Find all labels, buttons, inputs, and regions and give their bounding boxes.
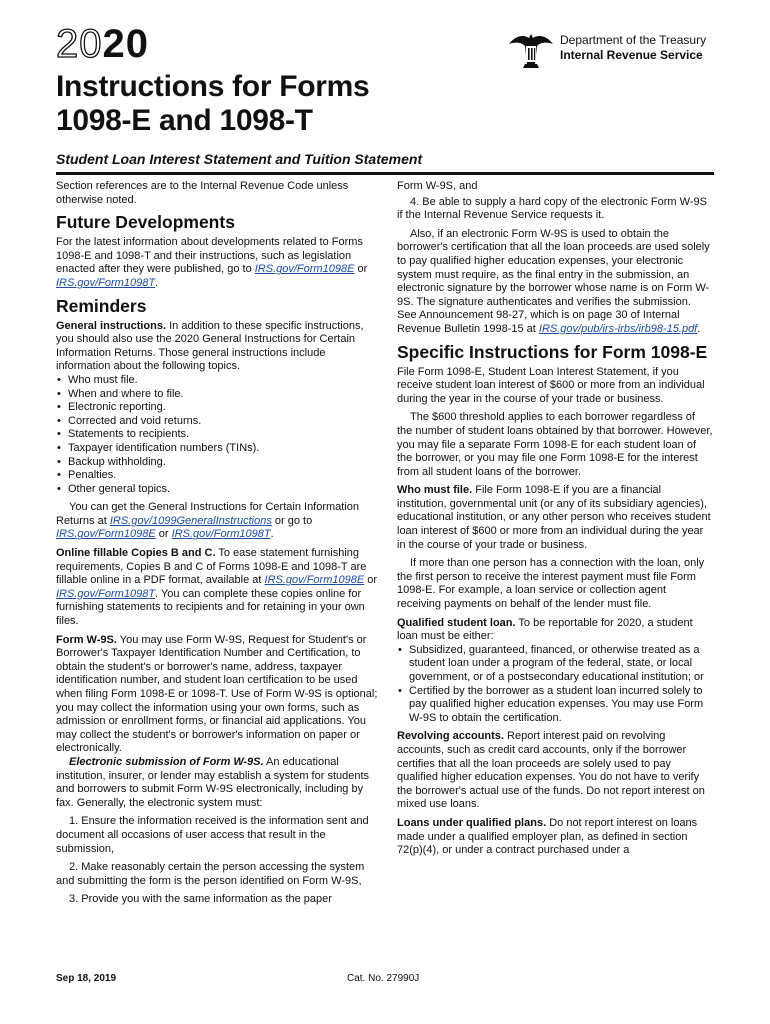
future-developments-heading: Future Developments — [56, 212, 235, 233]
year-solid: 20 — [102, 22, 149, 66]
link-form1098t[interactable]: IRS.gov/Form1098T — [171, 528, 271, 541]
online-fillable-head: Online fillable Copies B and C. — [56, 547, 216, 560]
list-item: • Certified by the borrower as a student loan incurred solely to pay qualified higher education expenses. You may use Form W-9S to obtain the certification. — [397, 685, 713, 726]
threshold-text: The $600 threshold applies to each borrower regardless of the number of student loans obtained by that borrower. However, you may file a separate Form 1098-E for each student loan of the borrower, or you may file one Form 1098-E for the interest from all student loans of the borrower. — [397, 411, 713, 478]
topics-list — [56, 374, 378, 496]
intro-text: Section references are to the Internal Revenue Code unless otherwise noted. — [56, 180, 349, 206]
list-item: • When and where to file. — [56, 388, 378, 402]
list-item: • Statements to recipients. — [56, 428, 378, 442]
form-w9s-head: Form W-9S. — [56, 633, 117, 646]
form-year — [56, 24, 149, 64]
general-instructions-para: General instructions. In addition to these specific instructions, you should also use the 2020 General Instructions for Certain Information Returns. Those general instructions include information about the following topics. — [56, 319, 364, 373]
online-fillable-para: Online fillable Copies B and C. To ease statement furnishing requirements, Copies B and C of Forms 1098-E and 1098-T are fillable online in a PDF format, available at IRS.gov/Form1098E or IRS.gov/Form1098T. You can complete these copies online for furnishing statements to recipients and for retaining in your own files. — [56, 547, 378, 628]
document-title — [56, 70, 369, 138]
link-irb98-15[interactable]: IRS.gov/pub/irs-irbs/irb98-15.pdf — [538, 322, 698, 335]
catalog-number: Cat. No. 27990J — [347, 973, 420, 984]
who-must-file-para: Who must file. File Form 1098-E if you are a financial institution, governmental unit (or any of its subsidiary agencies), educational institution, or any other person who receives student loan interest of $600 or more from an individual during the year in the course of your trade or business. — [397, 484, 711, 551]
list-item: • Taxpayer identification numbers (TINs). — [56, 442, 378, 456]
agency-name — [560, 33, 706, 63]
link-form1098t[interactable]: IRS.gov/Form1098T — [56, 276, 156, 289]
requirement-item-4: 4. Be able to supply a hard copy of the electronic Form W-9S if the Internal Revenue Service requests it. — [397, 195, 707, 222]
also-electronic-para: Also, if an electronic Form W-9S is used to obtain the borrower's certification that all the loan proceeds are used solely to pay qualified higher education expenses, your electronic system must require, as the final entry in the submission, an electronic signature by the borrower whose name is on Form W-9S. The signature authenticates and verifies the submission. See Announcement 98-27, which is on page 30 of Internal Revenue Bulletin 1998-15 at IRS.gov/pub/irs-irbs/irb98-15.pdf. — [397, 227, 710, 335]
revision-date: Sep 18, 2019 — [56, 973, 117, 984]
reminders-heading: Reminders — [56, 295, 147, 316]
qualified-student-loan-head: Qualified student loan. — [397, 616, 516, 629]
revolving-accounts-para: Revolving accounts. Report interest paid on revolving accounts, such as credit card accounts, only if the borrower certifies that all the loan proceeds are solely used to pay qualified higher education expenses. You do not have to verify the borrower's actual use of the funds. Do not report interest on mixed use loans. — [397, 730, 705, 811]
title-line-2: 1098-E and 1098-T — [56, 104, 313, 137]
get-general-instructions-text: You can get the General Instructions for Certain Information Returns at IRS.gov/1099GeneralInstructions or go to IRS.gov/Form1098E or IRS.gov/Form1098T. — [56, 501, 360, 541]
loans-qualified-plans-para: Loans under qualified plans. Do not report interest on loans made under a qualified employer plan, as defined in section 72(p)(4), or under a contract purchased under a — [397, 816, 698, 857]
file-form-text: File Form 1098-E, Student Loan Interest Statement, if you receive student loan interest of $600 or more from an individual during the year in the course of your trade or business. — [397, 365, 705, 405]
qualified-loan-list — [397, 644, 713, 726]
year-outline: 20 — [56, 22, 103, 66]
list-item: • Who must file. — [56, 374, 378, 388]
loans-qualified-plans-head: Loans under qualified plans. — [397, 816, 547, 829]
link-1099-general-instructions[interactable]: IRS.gov/1099GeneralInstructions — [109, 514, 272, 527]
right-column — [397, 180, 713, 863]
specific-instructions-heading: Specific Instructions for Form 1098-E — [397, 341, 708, 362]
revolving-accounts-head: Revolving accounts. — [397, 730, 504, 743]
more-than-one-text: If more than one person has a connection with the loan, only the first person to receive the interest payment must file Form 1098-E. For example, a loan service or collection agent receiving payments on behalf of the lender must file. — [397, 557, 705, 611]
title-line-1: Instructions for Forms — [56, 70, 370, 103]
qualified-student-loan-para: Qualified student loan. To be reportable for 2020, a student loan must be either: — [397, 616, 693, 643]
left-column — [56, 180, 378, 912]
general-instructions-head: General instructions. — [56, 319, 167, 332]
agency-department: Department of the Treasury — [560, 33, 707, 47]
document-subtitle: Student Loan Interest Statement and Tuition Statement — [56, 151, 423, 167]
list-item: • Backup withholding. — [56, 456, 378, 470]
list-item: • Corrected and void returns. — [56, 415, 378, 429]
link-form1098e[interactable]: IRS.gov/Form1098E — [254, 263, 355, 276]
irs-eagle-logo-icon — [505, 30, 557, 70]
form-w9s-para: Form W-9S. You may use Form W-9S, Request for Student's or Borrower's Taxpayer Identification Number and Certification, to obtain the student's or borrower's name, address, taxpayer identification number, and student loan certification to be used when filing Form 1098-E or 1098-T. Use of Form W-9S is optional; you may collect the information using your own forms, such as admission or enrollment forms, or financial aid applications. You may collect the student's or borrower's information on paper or electronically. — [56, 633, 378, 755]
link-form1098e[interactable]: IRS.gov/Form1098E — [264, 574, 365, 587]
future-developments-text: For the latest information about developments related to Forms 1098-E and 1098-T and their instructions, such as legislation enacted after they were published, go to IRS.gov/Form1098E or IRS.gov/Form1098T. — [56, 236, 368, 289]
electronic-submission-head: Electronic submission of Form W-9S. — [69, 755, 264, 768]
who-must-file-head: Who must file. — [397, 484, 473, 497]
continued-text: Form W-9S, and — [397, 180, 478, 192]
electronic-submission-para: Electronic submission of Form W-9S. An educational institution, insurer, or lender may establish a system for students and borrowers to submit Form W-9S electronically, including by fax. Generally, the electronic system must: — [56, 755, 370, 809]
list-item: • Other general topics. — [56, 483, 378, 497]
requirement-item-3: 3. Provide you with the same information as the paper — [69, 893, 332, 906]
requirement-item-2: 2. Make reasonably certain the person accessing the system and submitting the form is the person identified on Form W-9S, — [56, 861, 365, 887]
link-form1098t[interactable]: IRS.gov/Form1098T — [56, 587, 156, 600]
list-item: • Penalties. — [56, 469, 378, 483]
agency-irs: Internal Revenue Service — [560, 48, 703, 62]
list-item: • Electronic reporting. — [56, 401, 378, 415]
link-form1098e[interactable]: IRS.gov/Form1098E — [56, 528, 156, 541]
list-item: • Subsidized, guaranteed, financed, or otherwise treated as a student loan under a program of the federal, state, or local government, or of a postsecondary educational institution; or — [397, 644, 713, 685]
requirement-item-1: 1. Ensure the information received is the information sent and document all occasions of user access that result in the submission, — [56, 815, 369, 855]
header-rule — [56, 172, 714, 175]
